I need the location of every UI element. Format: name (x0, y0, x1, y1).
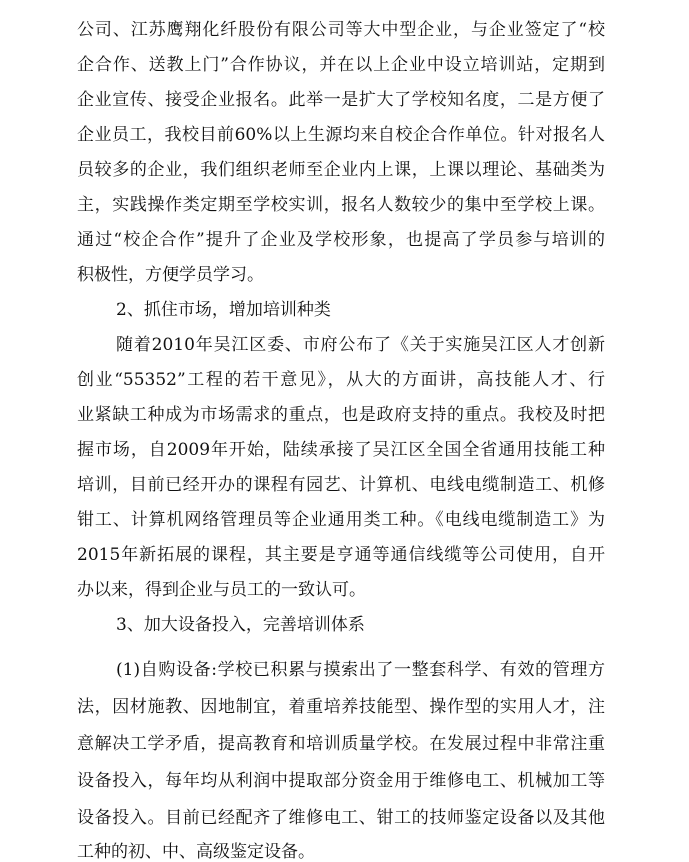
paragraph-line: 业紧缺工种成为市场需求的重点，也是政府支持的重点。我校及时把 (77, 405, 605, 425)
section-heading: 3、加大设备投入，完善培训体系 (116, 615, 365, 635)
paragraph-line: (1)自购设备:学校已积累与摸索出了一整套科学、有效的管理方 (116, 660, 605, 680)
paragraph-line: 培训，目前已经开办的课程有园艺、计算机、电线电缆制造工、机修 (77, 475, 605, 495)
paragraph-line: 办以来，得到企业与员工的一致认可。 (77, 580, 366, 600)
paragraph-line: 随着2010年吴江区委、市府公布了《关于实施吴江区人才创新 (116, 335, 605, 355)
paragraph-line: 员较多的企业，我们组织老师至企业内上课，上课以理论、基础类为 (77, 160, 605, 180)
paragraph-line: 工种的初、中、高级鉴定设备。 (77, 842, 315, 862)
paragraph-line: 企业员工，我校目前60%以上生源均来自校企合作单位。针对报名人 (77, 125, 605, 145)
paragraph-line: 通过“校企合作”提升了企业及学校形象，也提高了学员参与培训的 (77, 230, 605, 250)
section-heading: 2、抓住市场，增加培训种类 (116, 300, 331, 320)
paragraph-line: 2015年新拓展的课程，其主要是亨通等通信线缆等公司使用，自开 (77, 545, 605, 565)
paragraph-line: 设备投入。目前已经配齐了维修电工、钳工的技师鉴定设备以及其他 (77, 808, 605, 828)
paragraph-line: 钳工、计算机网络管理员等企业通用类工种。《电线电缆制造工》为 (77, 510, 605, 530)
paragraph-line: 公司、江苏鹰翔化纤股份有限公司等大中型企业，与企业签定了“校 (77, 20, 605, 40)
paragraph-line: 创业“55352”工程的若干意见》，从大的方面讲，高技能人才、行 (77, 370, 605, 390)
paragraph-line: 积极性，方便学员学习。 (77, 265, 264, 285)
paragraph-line: 意解决工学矛盾，提高教育和培训质量学校。在发展过程中非常注重 (77, 734, 605, 754)
paragraph-line: 法，因材施教、因地制宜，着重培养技能型、操作型的实用人才，注 (77, 697, 605, 717)
paragraph-line: 握市场，自2009年开始，陆续承接了吴江区全国全省通用技能工种 (77, 440, 605, 460)
paragraph-line: 设备投入，每年均从利润中提取部分资金用于维修电工、机械加工等 (77, 771, 605, 791)
paragraph-line: 企业宣传、接受企业报名。此举一是扩大了学校知名度，二是方便了 (77, 90, 605, 110)
paragraph-line: 企合作、送教上门”合作协议，并在以上企业中设立培训站，定期到 (77, 55, 605, 75)
paragraph-line: 主，实践操作类定期至学校实训，报名人数较少的集中至学校上课。 (77, 195, 605, 215)
